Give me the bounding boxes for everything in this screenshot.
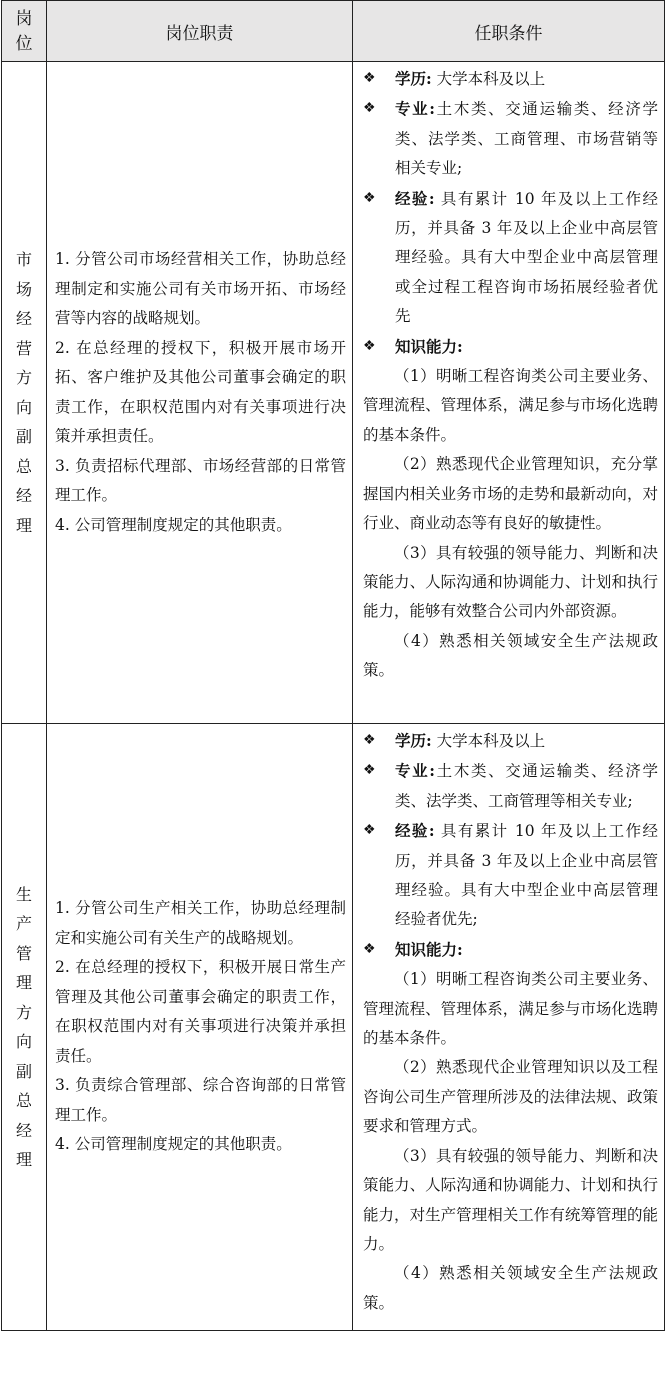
requirement-text: 大学本科及以上 <box>436 70 546 88</box>
diamond-bullet-icon: ❖ <box>363 822 376 839</box>
requirement-label: 经验: <box>395 188 435 208</box>
position-char: 向 <box>15 1032 32 1051</box>
requirement-label: 知识能力: <box>395 939 463 959</box>
requirement-experience <box>363 184 658 332</box>
duty-item: 1. 分管公司市场经营相关工作，协助总经理制定和实施公司有关市场开拓、市场经营等内容的战略规划。 <box>55 250 346 327</box>
diamond-bullet-icon: ❖ <box>363 732 376 748</box>
header-requirements: 任职条件 <box>353 1 665 62</box>
requirement-education <box>363 726 658 756</box>
duty-item: 4. 公司管理制度规定的其他职责。 <box>55 515 292 534</box>
position-char: 理 <box>15 1150 32 1169</box>
requirement-experience <box>363 816 658 935</box>
requirements-cell <box>353 62 665 724</box>
requirement-text: 具有累计 10 年及以上工作经历，并具备 3 年及以上企业中高层管理经验。具有大中型企业中高层管理或全过程工程咨询市场拓展经验者优先 <box>395 189 658 326</box>
table-row <box>2 724 665 1331</box>
duty-item: 1. 分管公司生产相关工作，协助总经理制定和实施公司有关生产的战略规划。 <box>55 899 346 947</box>
position-char: 场 <box>15 279 32 299</box>
duty-item: 2. 在总经理的授权下，积极开展日常生产管理及其他公司董事会确定的职责工作，在职权范围内对有关事项进行决策并承担责任。 <box>55 958 346 1065</box>
position-char: 经 <box>15 486 32 505</box>
ability-item: （1）明晰工程咨询类公司主要业务、管理流程、管理体系，满足参与市场化选聘的基本条件。 <box>363 367 658 444</box>
requirement-education <box>363 64 658 94</box>
requirement-text: 土木类、交通运输类、经济学类、法学类、工商管理、市场营销等相关专业; <box>395 100 658 178</box>
header-position <box>2 1 47 62</box>
position-title-cell <box>2 62 47 724</box>
header-duties: 岗位职责 <box>47 1 353 62</box>
requirement-text: 大学本科及以上 <box>436 732 546 750</box>
ability-item: （4）熟悉相关领域安全生产法规政策。 <box>363 1264 658 1312</box>
header-position-char: 位 <box>15 34 33 54</box>
requirement-text: 土木类、交通运输类、经济学类、法学类、工商管理等相关专业; <box>395 762 658 810</box>
position-char: 生 <box>15 884 32 904</box>
requirement-label: 知识能力: <box>395 336 463 356</box>
ability-item: （3）具有较强的领导能力、判断和决策能力、人际沟通和协调能力、计划和执行能力，对生产管理相关工作有统筹管理的能力。 <box>363 1146 658 1253</box>
position-char: 经 <box>15 1120 32 1140</box>
requirement-label: 学历: <box>395 69 432 88</box>
ability-item: （2）熟悉现代企业管理知识，充分掌握国内相关业务市场的走势和最新动向，对行业、商业动态等有良好的敏捷性。 <box>363 455 658 533</box>
duty-item: 3. 负责招标代理部、市场经营部的日常管理工作。 <box>55 456 346 504</box>
requirement-text: 具有累计 10 年及以上工作经历，并具备 3 年及以上企业中高层管理经验。具有大中型企业中高层管理经验者优先; <box>395 822 658 929</box>
requirement-label: 专业: <box>395 761 436 781</box>
diamond-bullet-icon: ❖ <box>363 189 376 206</box>
requirement-major <box>363 94 658 183</box>
diamond-bullet-icon: ❖ <box>363 337 376 354</box>
position-title-cell <box>2 724 47 1331</box>
position-char: 理 <box>15 973 32 992</box>
requirement-ability <box>363 935 658 965</box>
position-char: 方 <box>15 1002 32 1022</box>
position-char: 理 <box>15 515 32 535</box>
ability-item: （2）熟悉现代企业管理知识以及工程咨询公司生产管理所涉及的法律法规、政策要求和管理方式。 <box>363 1058 658 1136</box>
requirement-label: 经验: <box>395 821 435 841</box>
duties-cell <box>47 62 353 724</box>
requirements-cell <box>353 724 665 1331</box>
ability-item: （4）熟悉相关领域安全生产法规政策。 <box>363 631 658 680</box>
position-char: 产 <box>15 914 32 933</box>
duties-cell <box>47 724 353 1331</box>
position-char: 营 <box>15 338 32 358</box>
duty-item: 2. 在总经理的授权下，积极开展市场开拓、客户维护及其他公司董事会确定的职责工作，在职权范围内对有关事项进行决策并承担责任。 <box>55 338 346 445</box>
position-char: 副 <box>15 427 32 446</box>
table-header-row <box>2 1 665 62</box>
table-row <box>2 62 665 724</box>
diamond-bullet-icon: ❖ <box>363 100 376 117</box>
requirement-label: 专业: <box>395 99 436 119</box>
requirement-major <box>363 756 658 816</box>
requirement-label: 学历: <box>395 731 432 750</box>
position-char: 管 <box>15 943 32 963</box>
duty-item: 4. 公司管理制度规定的其他职责。 <box>55 1135 292 1154</box>
diamond-bullet-icon: ❖ <box>363 940 376 957</box>
diamond-bullet-icon: ❖ <box>363 70 376 86</box>
position-char: 总 <box>15 1091 32 1110</box>
position-char: 市 <box>15 250 32 269</box>
position-char: 总 <box>15 456 32 476</box>
ability-item: （1）明晰工程咨询类公司主要业务、管理流程、管理体系，满足参与市场化选聘的基本条件。 <box>363 970 658 1048</box>
ability-item: （3）具有较强的领导能力、判断和决策能力、人际沟通和协调能力、计划和执行能力，能够有效整合公司内外部资源。 <box>363 543 658 621</box>
position-char: 副 <box>15 1061 32 1081</box>
job-description-table <box>1 0 665 1331</box>
header-position-char: 岗 <box>15 9 33 29</box>
position-char: 经 <box>15 309 32 328</box>
position-char: 方 <box>15 368 32 387</box>
diamond-bullet-icon: ❖ <box>363 762 376 779</box>
position-char: 向 <box>15 397 32 417</box>
duty-item: 3. 负责综合管理部、综合咨询部的日常管理工作。 <box>55 1076 346 1124</box>
requirement-ability <box>363 332 658 362</box>
